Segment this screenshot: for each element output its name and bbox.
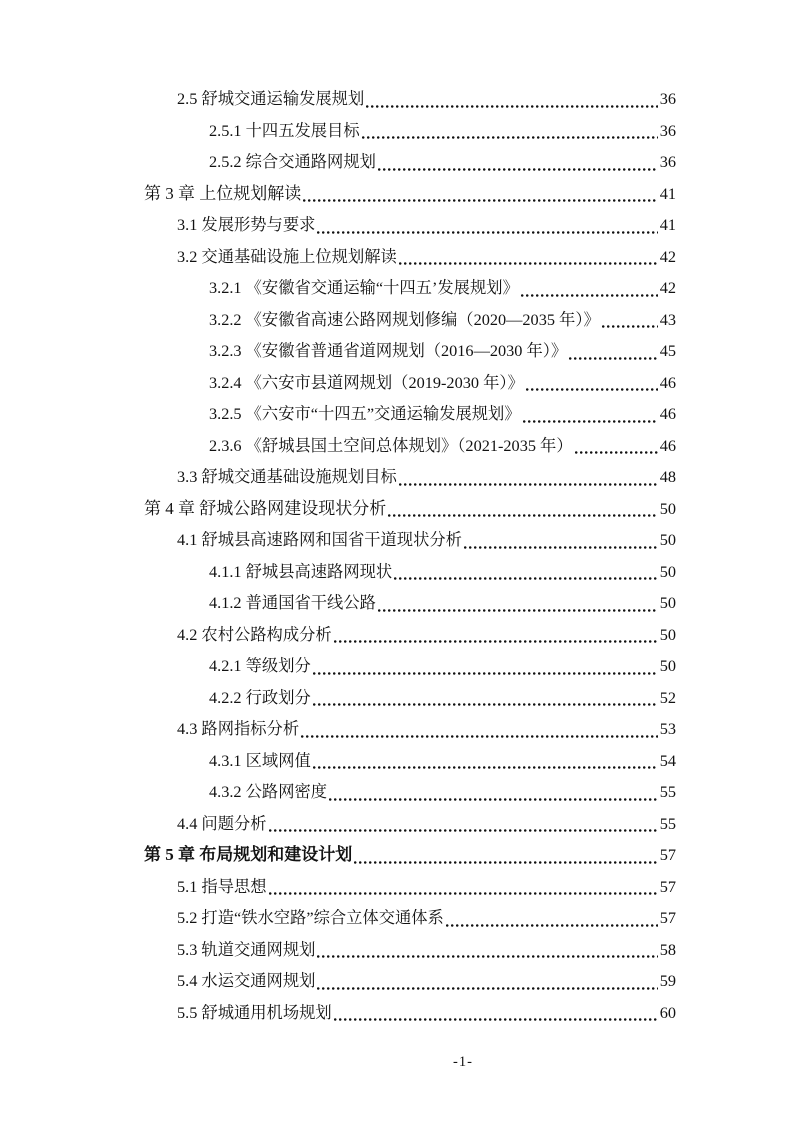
toc-entry[interactable] [144,115,676,147]
toc-entry-label: 3.2 交通基础设施上位规划解读 [177,246,397,266]
dot-leader [575,451,658,454]
toc-entry-page: 46 [659,404,676,423]
toc-entry-label: 4.2.2 行政划分 [209,687,311,707]
toc-entry-label: 5.2 打造“铁水空路”综合立体交通体系 [177,908,444,927]
toc-entry-page: 43 [659,309,676,329]
table-of-contents [144,83,676,1028]
dot-leader [399,262,658,265]
toc-entry-page: 60 [659,1002,676,1022]
toc-entry[interactable] [144,178,676,210]
dot-leader [317,231,657,234]
toc-entry-label: 3.2.3 《安徽省普通省道网规划（2016—2030 年）》 [209,341,568,360]
toc-entry[interactable] [144,871,676,903]
toc-entry[interactable] [144,839,676,871]
toc-entry[interactable] [144,713,676,745]
dot-leader [317,987,657,990]
toc-entry-page: 50 [659,656,676,675]
toc-entry-label: 5.1 指导思想 [177,876,267,896]
dot-leader [362,136,658,139]
toc-entry-label: 3.2.5 《六安市“十四五”交通运输发展规划》 [209,404,521,423]
dot-leader [394,577,658,580]
toc-entry-page: 41 [659,215,676,234]
dot-leader [464,546,658,549]
toc-entry-label: 第 4 章 舒城公路网建设现状分析 [144,498,387,518]
toc-entry-label: 3.2.1 《安徽省交通运输“十四五’发展规划》 [209,278,519,297]
toc-entry-page: 50 [659,530,676,549]
toc-entry[interactable] [144,304,676,336]
toc-entry[interactable] [144,367,676,399]
toc-entry[interactable] [144,650,676,682]
dot-leader [399,483,658,486]
toc-entry-page: 36 [659,152,676,171]
toc-entry[interactable] [144,493,676,525]
toc-entry[interactable] [144,965,676,997]
toc-entry-page: 46 [659,372,676,392]
toc-entry-page: 59 [659,971,676,990]
toc-entry-label: 3.1 发展形势与要求 [177,215,316,234]
toc-entry[interactable] [144,934,676,966]
dot-leader [313,703,658,706]
toc-entry-page: 42 [659,246,676,266]
toc-entry-page: 48 [659,467,676,486]
toc-entry-label: 4.2.1 等级划分 [209,656,311,675]
toc-entry-label: 4.3.2 公路网密度 [209,782,328,801]
toc-entry[interactable] [144,745,676,777]
toc-entry[interactable] [144,587,676,619]
toc-entry-label: 4.3 路网指标分析 [177,719,300,738]
dot-leader [366,105,657,108]
dot-leader [303,199,657,202]
toc-entry[interactable] [144,619,676,651]
dot-leader [523,420,658,423]
toc-entry[interactable] [144,776,676,808]
dot-leader [301,735,658,738]
dot-leader [313,766,658,769]
toc-entry-label: 5.4 水运交通网规划 [177,971,316,990]
dot-leader [334,1018,658,1021]
dot-leader [354,861,657,864]
dot-leader [329,798,658,801]
toc-entry-label: 4.1.1 舒城县高速路网现状 [209,561,393,581]
toc-entry[interactable] [144,83,676,115]
toc-entry[interactable] [144,241,676,273]
toc-entry-page: 50 [659,593,676,612]
toc-entry-label: 4.3.1 区域网值 [209,750,311,770]
toc-entry[interactable] [144,146,676,178]
toc-entry-page: 36 [659,120,676,140]
toc-entry[interactable] [144,808,676,840]
dot-leader [313,672,658,675]
toc-entry-page: 57 [659,845,676,864]
toc-entry[interactable] [144,524,676,556]
toc-entry-label: 4.1 舒城县高速路网和国省干道现状分析 [177,530,462,549]
toc-entry[interactable] [144,997,676,1029]
toc-entry-page: 36 [659,89,676,108]
dot-leader [521,294,658,297]
toc-entry-label: 2.5 舒城交通运输发展规划 [177,89,365,108]
toc-entry-label: 第 3 章 上位规划解读 [144,183,302,203]
toc-entry-label: 4.4 问题分析 [177,813,267,833]
toc-entry-page: 55 [659,782,676,801]
toc-entry-page: 54 [659,750,676,770]
dot-leader [526,388,658,391]
toc-entry[interactable] [144,430,676,462]
toc-entry-page: 52 [659,687,676,707]
toc-entry-label: 2.3.6 《舒城县国土空间总体规划》（2021-2035 年） [209,435,573,455]
toc-entry[interactable] [144,682,676,714]
toc-entry-label: 4.2 农村公路构成分析 [177,624,332,644]
toc-entry[interactable] [144,398,676,430]
toc-entry-page: 53 [659,719,676,738]
toc-entry-label: 3.2.4 《六安市县道网规划（2019-2030 年）》 [209,372,524,392]
toc-entry-page: 46 [659,435,676,455]
toc-entry[interactable] [144,272,676,304]
toc-entry[interactable] [144,556,676,588]
toc-entry-label: 3.3 舒城交通基础设施规划目标 [177,467,397,486]
dot-leader [334,640,658,643]
toc-entry-label: 4.1.2 普通国省干线公路 [209,593,376,612]
toc-entry[interactable] [144,335,676,367]
dot-leader [378,609,658,612]
toc-entry-label: 3.2.2 《安徽省高速公路网规划修编（2020—2035 年）》 [209,309,600,329]
dot-leader [269,829,658,832]
toc-entry-page: 41 [659,183,676,203]
toc-entry-label: 2.5.2 综合交通路网规划 [209,152,376,171]
toc-entry-page: 50 [659,624,676,644]
toc-entry-label: 2.5.1 十四五发展目标 [209,120,360,140]
toc-entry-label: 5.5 舒城通用机场规划 [177,1002,332,1022]
toc-entry-page: 58 [659,939,676,959]
dot-leader [446,924,658,927]
dot-leader [388,514,657,517]
dot-leader [269,892,658,895]
toc-entry-page: 50 [659,561,676,581]
toc-entry-page: 50 [659,498,676,518]
toc-entry-page: 55 [659,813,676,833]
toc-entry[interactable] [144,461,676,493]
toc-entry[interactable] [144,209,676,241]
toc-entry[interactable] [144,902,676,934]
toc-entry-page: 42 [659,278,676,297]
dot-leader [378,168,658,171]
dot-leader [317,955,657,958]
toc-entry-label: 第 5 章 布局规划和建设计划 [144,845,353,864]
dot-leader [569,357,658,360]
page-number-footer: -1- [453,1054,473,1070]
toc-entry-page: 45 [659,341,676,360]
toc-entry-page: 57 [659,908,676,927]
dot-leader [602,325,658,328]
toc-entry-label: 5.3 轨道交通网规划 [177,939,316,959]
toc-entry-page: 57 [659,876,676,896]
